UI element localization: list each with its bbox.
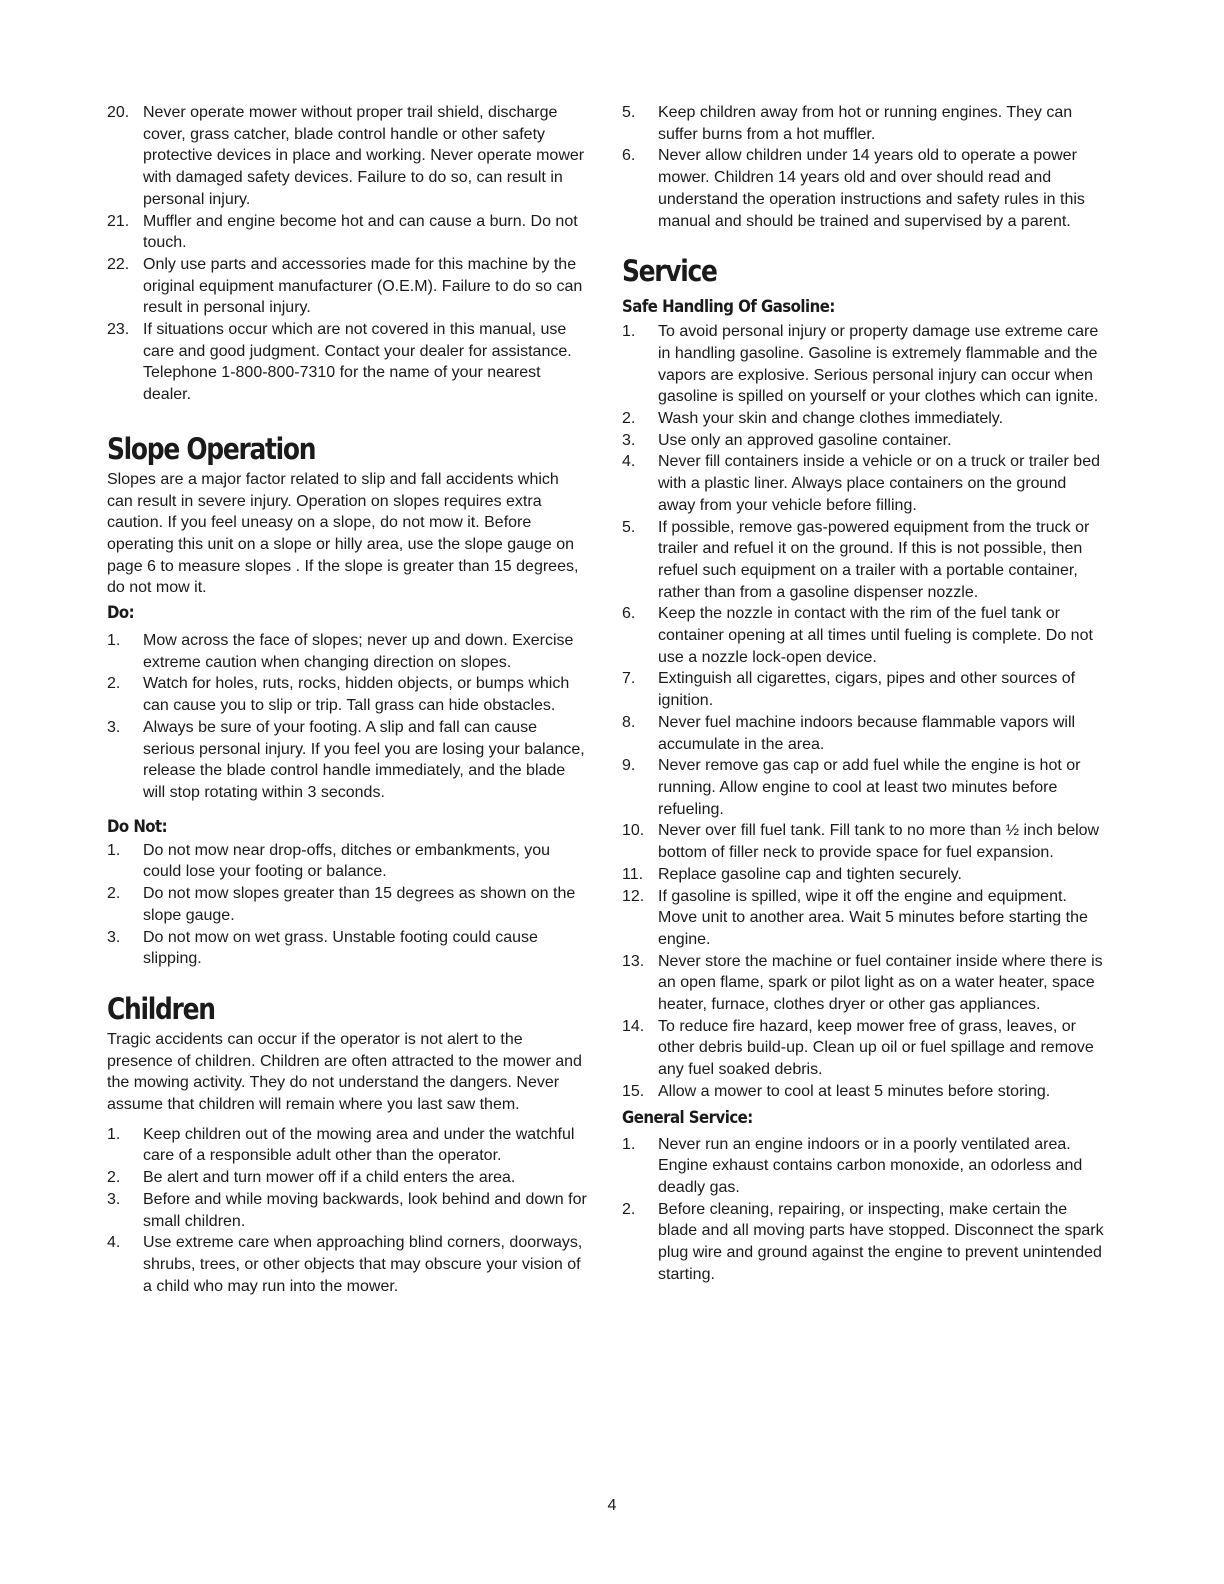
list-item-text: Never run an engine indoors or in a poorly ventilated area. Engine exhaust contains carbon monoxide, an odorless and deadly gas.: [658, 1135, 1083, 1196]
list-item-number: 1.: [107, 632, 121, 650]
list-item-number: 5.: [622, 104, 636, 121]
list-item: [107, 717, 589, 804]
list-item-number: 23.: [107, 321, 130, 339]
list-item-text: Extinguish all cigarettes, cigars, pipes and other sources of ignition.: [658, 670, 1076, 710]
children-paragraph: Tragic accidents can occur if the operator is not alert to the presence of children. Children are often attracted to the mower and the mowing activity. They do not understand the dangers. Never assume that children will remain where you last saw them.: [107, 1030, 582, 1114]
list-item-text: Watch for holes, ruts, rocks, hidden objects, or bumps which can cause you to slip or trip. Tall grass can hide obstacles.: [143, 675, 570, 715]
children-list-continued: [622, 102, 1107, 232]
list-item: [622, 755, 1107, 820]
list-item-text: Do not mow on wet grass. Unstable footing could cause slipping.: [143, 928, 538, 968]
list-item-text: Before and while moving backwards, look behind and down for small children.: [143, 1190, 587, 1230]
list-item: [107, 1189, 589, 1232]
list-item: [622, 886, 1107, 951]
list-item-text: Before cleaning, repairing, or inspecting, make certain the blade and all moving parts have stopped. Disconnect the spark plug wire and ground against the engine to prevent unintended starting.: [658, 1200, 1104, 1283]
do-heading: Do:: [107, 603, 135, 624]
list-item-text: Never store the machine or fuel container inside where there is an open flame, spark or pilot light as on a water heater, space heater, furnace, clothes dryer or other gas appliances.: [658, 952, 1103, 1014]
list-item-text: Never over fill fuel tank. Fill tank to no more than ½ inch below bottom of filler neck to provide space for fuel expansion.: [658, 822, 1100, 862]
list-item-text: Keep the nozzle in contact with the rim of the fuel tank or container opening at all times until fueling is complete. Do not use a nozzle lock-open device.: [658, 605, 1093, 666]
list-item-text: Allow a mower to cool at least 5 minutes before storing.: [658, 1082, 1051, 1100]
list-item-number: 15.: [622, 1082, 645, 1100]
slope-operation-paragraph: Slopes are a major factor related to slip and fall accidents which can result in severe injury. Operation on slopes requires extra caution. If you feel uneasy on a slope, do not mow it. Before operating this unit on a slope or hilly area, use the slope gauge on page 6 to measure slopes . If the slope is greater than 15 degrees, do not mow it.: [107, 470, 579, 597]
list-item: [622, 603, 1107, 668]
list-item-number: 5.: [622, 518, 636, 536]
list-item-text: If situations occur which are not covered in this manual, use care and good judgment. Contact your dealer for assistance. Telephone 1-800-800-7310 for the name of your nearest dealer.: [143, 321, 572, 404]
list-item: [622, 951, 1107, 1016]
list-item-text: Never fill containers inside a vehicle or on a truck or trailer bed with a plastic liner. Always place containers on the ground away from your vehicle before filling.: [658, 453, 1100, 514]
general-service-heading: General Service:: [622, 1107, 753, 1128]
list-item: [107, 1167, 589, 1189]
list-item-number: 3.: [107, 928, 121, 946]
list-item: [622, 430, 1107, 452]
list-item: [622, 712, 1107, 755]
list-item-text: If gasoline is spilled, wipe it off the engine and equipment. Move unit to another area. Wait 5 minutes before starting the engine.: [658, 887, 1088, 948]
list-item-text: To reduce fire hazard, keep mower free of grass, leaves, or other debris build-up. Clean up oil or fuel spillage and remove any fuel soaked debris.: [658, 1017, 1094, 1079]
list-item-text: Do not mow slopes greater than 15 degrees as shown on the slope gauge.: [143, 885, 576, 924]
list-item: [622, 820, 1107, 863]
list-item-number: 3.: [622, 431, 636, 449]
list-item-number: 6.: [622, 605, 636, 623]
do-not-heading: Do Not:: [107, 816, 168, 837]
list-item-number: 1.: [622, 323, 636, 341]
list-item-number: 10.: [622, 822, 645, 840]
list-item-text: Never allow children under 14 years old to operate a power mower. Children 14 years old and over should read and understand the operation instructions and safety rules in this manual and should be trained and supervised by a parent.: [658, 147, 1085, 230]
list-item: [107, 673, 589, 716]
list-item-text: Keep children away from hot or running engines. They can suffer burns from a hot muffler.: [658, 104, 1073, 143]
list-item-number: 14.: [622, 1017, 645, 1035]
list-item-number: 2.: [107, 885, 121, 903]
list-item-text: To avoid personal injury or property damage use extreme care in handling gasoline. Gasoline is extremely flammable and the vapors are explosive. Serious personal injury can occur when gasoline is spilled on yourself or your clothes which can ignite.: [658, 323, 1099, 406]
list-item-number: 7.: [622, 670, 636, 688]
general-service-list: [622, 1134, 1107, 1286]
list-item-number: 2.: [622, 1200, 636, 1218]
list-item: [622, 102, 1107, 145]
list-item-text: Never operate mower without proper trail shield, discharge cover, grass catcher, blade control handle or other safety protective devices in place and working. Never operate mower with damaged safety devices. Failure to do so, can result in personal injury.: [143, 104, 585, 208]
list-item: [622, 1134, 1107, 1199]
list-item: [107, 927, 589, 970]
list-item-text: Keep children out of the mowing area and under the watchful care of a responsible adult other than the operator.: [143, 1125, 575, 1165]
list-item: [622, 864, 1107, 886]
list-item-number: 20.: [107, 104, 130, 121]
list-item-number: 12.: [622, 887, 645, 905]
list-item-text: Always be sure of your footing. A slip and fall can cause serious personal injury. If you feel you are losing your balance, release the blade control handle immediately, and the blade will stop rotating within 3 seconds.: [143, 718, 585, 801]
left-column: [107, 102, 589, 1297]
list-item: [107, 840, 589, 883]
list-item: [622, 145, 1107, 232]
list-item: [622, 1081, 1107, 1103]
list-item: [622, 1016, 1107, 1081]
list-item-text: Use only an approved gasoline container.: [658, 431, 952, 449]
list-item-text: Wash your skin and change clothes immediately.: [658, 410, 1004, 428]
list-item-number: 3.: [107, 1190, 121, 1208]
list-item-number: 8.: [622, 713, 636, 731]
list-item-text: Do not mow near drop-offs, ditches or embankments, you could lose your footing or balance.: [143, 841, 551, 881]
list-item: [107, 254, 589, 319]
list-item-number: 2.: [107, 675, 121, 693]
list-item-text: Replace gasoline cap and tighten securely.: [658, 865, 962, 883]
list-item: [107, 102, 589, 211]
list-item: [622, 321, 1107, 408]
service-heading: Service: [622, 254, 717, 289]
slope-operation-heading: Slope Operation: [107, 431, 316, 466]
list-item-number: 2.: [107, 1169, 121, 1187]
list-item-number: 4.: [622, 453, 636, 471]
do-not-list: [107, 840, 589, 970]
safety-list-continued: [107, 102, 589, 406]
list-item-number: 4.: [107, 1234, 121, 1252]
list-item: [107, 883, 589, 926]
list-item-number: 6.: [622, 147, 636, 165]
children-heading: Children: [107, 991, 215, 1026]
page-number: 4: [607, 1497, 617, 1514]
list-item-number: 1.: [107, 841, 121, 859]
list-item-number: 9.: [622, 757, 636, 775]
list-item-number: 11.: [622, 865, 644, 883]
list-item-number: 2.: [622, 410, 636, 428]
list-item-number: 21.: [107, 212, 130, 230]
list-item: [622, 517, 1107, 604]
list-item: [107, 319, 589, 406]
list-item-text: Use extreme care when approaching blind corners, doorways, shrubs, trees, or other objects that may obscure your vision of a child who may run into the mower.: [143, 1234, 583, 1295]
list-item-text: Be alert and turn mower off if a child enters the area.: [143, 1169, 516, 1187]
list-item: [107, 1124, 589, 1167]
list-item-text: Muffler and engine become hot and can cause a burn. Do not touch.: [143, 212, 578, 252]
list-item: [622, 408, 1107, 430]
gasoline-list: [622, 321, 1107, 1102]
do-list: [107, 630, 589, 804]
list-item: [107, 1232, 589, 1297]
list-item-text: If possible, remove gas-powered equipment from the truck or trailer and refuel it on the ground. If this is not possible, then refuel such equipment on a trailer with a portable container, rather than from a gasoline dispenser nozzle.: [658, 518, 1090, 601]
right-column: [622, 102, 1107, 1285]
list-item: [107, 630, 589, 673]
list-item: [622, 451, 1107, 516]
children-list: [107, 1124, 589, 1298]
list-item: [622, 1199, 1107, 1286]
safe-handling-gasoline-heading: Safe Handling Of Gasoline:: [622, 297, 835, 318]
list-item: [622, 668, 1107, 711]
list-item-number: 1.: [107, 1125, 121, 1143]
list-item-number: 22.: [107, 255, 130, 273]
list-item-text: Never fuel machine indoors because flammable vapors will accumulate in the area.: [658, 713, 1076, 753]
list-item-number: 1.: [622, 1135, 636, 1153]
list-item-text: Mow across the face of slopes; never up and down. Exercise extreme caution when changing direction on slopes.: [143, 632, 574, 671]
list-item: [107, 211, 589, 254]
list-item-number: 13.: [622, 952, 645, 970]
list-item-number: 3.: [107, 718, 121, 736]
list-item-text: Never remove gas cap or add fuel while the engine is hot or running. Allow engine to cool at least two minutes before refueling.: [658, 757, 1081, 818]
list-item-text: Only use parts and accessories made for this machine by the original equipment manufacturer (O.E.M). Failure to do so can result in personal injury.: [143, 255, 583, 317]
